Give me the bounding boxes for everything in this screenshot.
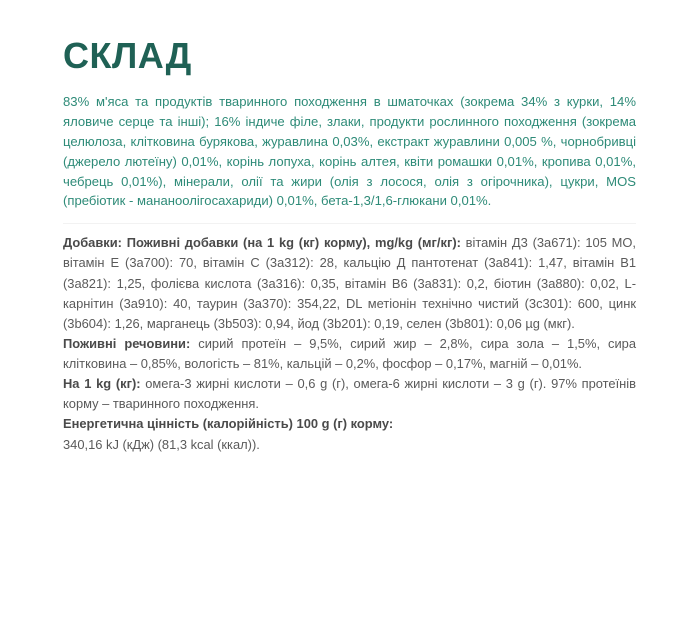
energy-label: Енергетична цінність (калорійність) 100 g (г) корму: xyxy=(63,416,394,432)
nutrients-label: Поживні речовини: xyxy=(63,335,191,351)
additives-paragraph xyxy=(63,233,636,334)
nutrients-paragraph xyxy=(63,334,636,374)
energy-body: 340,16 kJ (кДж) (81,3 kcal (ккал)). xyxy=(63,436,260,452)
details-block xyxy=(63,233,636,454)
composition-paragraph: 83% м'яса та продуктів тваринного походження в шматочках (зокрема 34% з курки, 14% яловиче серце та інші); 16% індиче філе, злаки, продукти рослинного походження (зокрема целюлоза, клітковина бурякова, журавлина 0,03%, екстракт журавлини 0,005 %, чорнобривці (джерело лютеїну) 0,01%, корінь лопуха, корінь алтея, квіти ромашки 0,01%, кропива 0,01%, чебрець 0,01%), мінерали, олії та жири (олія з лосося, олія з огірочника), цукри, MOS (пребіотик - мананоолігосахариди) 0,01%, бета-1,3/1,6-глюкани 0,01%. xyxy=(63,94,636,209)
energy-paragraph xyxy=(63,414,636,454)
per-kg-label: На 1 kg (кг): xyxy=(63,376,141,392)
per-kg-paragraph xyxy=(63,374,636,414)
per-kg-body: омега-3 жирні кислоти – 0,6 g (г), омега-6 жирні кислоти – 3 g (г). 97% протеїнів корму – тваринного походження. xyxy=(63,376,636,412)
additives-body: вітамін Д3 (3а671): 105 МО, вітамін Е (3а700): 70, вітамін С (3а312): 28, кальцію Д пантотенат (3а841): 1,47, вітамін В1 (3а821): 1,25, фолієва кислота (3а316): 0,35, вітамін В6 (3а831): 0,2, біотин (3а880): 0,02, L-карнітин (3а910): 40, таурин (3а370): 354,22, DL метіонін технічно чистий (3с301): 600, цинк (3b604): 1,26, марганець (3b503): 0,94, йод (3b201): 0,19, селен (3b801): 0,06 µg (мкг). xyxy=(63,235,636,331)
section-divider xyxy=(63,223,636,224)
additives-label: Добавки: Поживні добавки (на 1 kg (кг) корму), mg/kg (мг/кг): xyxy=(63,235,461,251)
page-title: СКЛАД xyxy=(63,35,192,76)
nutrients-body: сирий протеїн – 9,5%, сирий жир – 2,8%, сира зола – 1,5%, сира клітковина – 0,85%, вологість – 81%, кальцій – 0,2%, фосфор – 0,17%, магній – 0,01%. xyxy=(63,335,637,372)
